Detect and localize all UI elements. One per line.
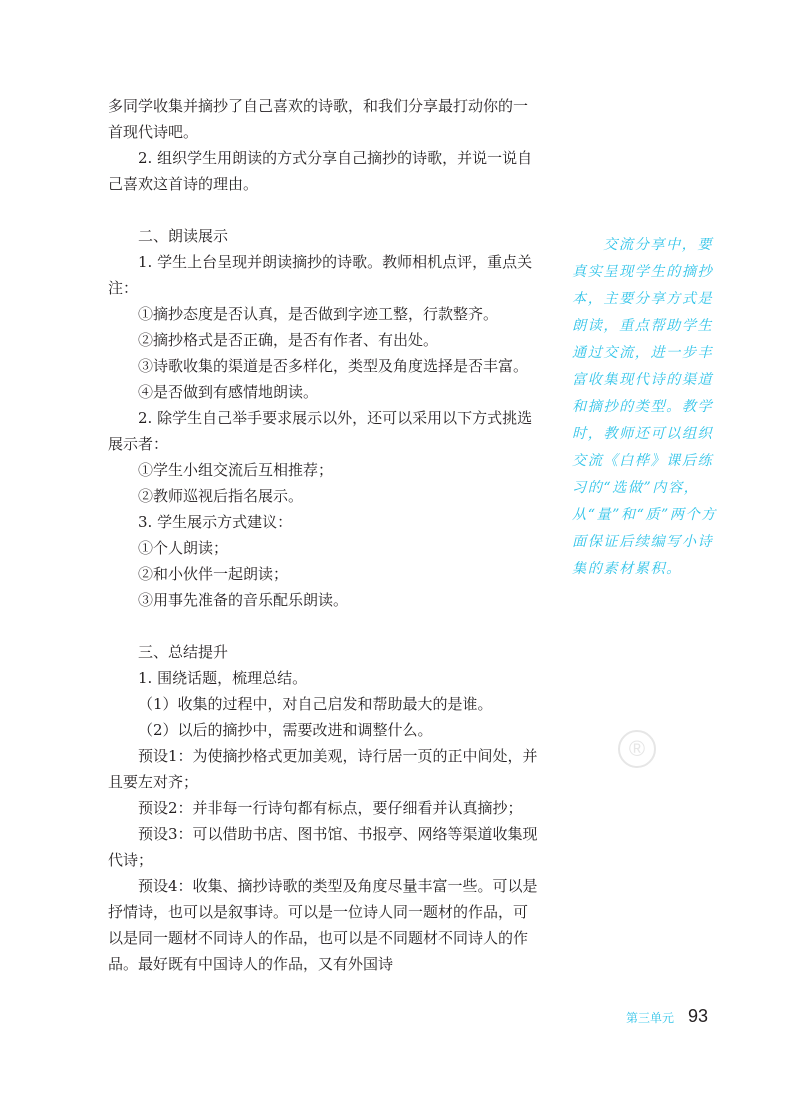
- main-text-column: [108, 93, 538, 977]
- paragraph: ④是否做到有感情地朗读。: [138, 383, 319, 401]
- paragraph: 1. 围绕话题，梳理总结。: [138, 669, 308, 687]
- paragraph: ①个人朗读；: [138, 539, 229, 557]
- paragraph: 1. 学生上台呈现并朗读摘抄的诗歌。教师相机点评，重点关注：: [108, 253, 533, 297]
- margin-note-text: 交流分享中，要真实呈现学生的摘抄本，主要分享方式是朗读，重点帮助学生通过交流，进一步丰富收集现代诗的渠道和摘抄的类型。教学时，教师还可以组织交流《白桦》课后练习的“选做”内容，从“量”和“质”两个方面保证后续编写小诗集的素材累积。: [572, 237, 717, 577]
- paragraph: 三、总结提升: [138, 643, 229, 661]
- paragraph: 多同学收集并摘抄了自己喜欢的诗歌，和我们分享最打动你的一首现代诗吧。: [108, 97, 529, 141]
- paragraph: ②摘抄格式是否正确，是否有作者、有出处。: [138, 331, 439, 349]
- paragraph: 预设1：为使摘抄格式更加美观，诗行居一页的正中间处，并且要左对齐；: [108, 747, 538, 791]
- paragraph: （1）收集的过程中，对自己启发和帮助最大的是谁。: [138, 695, 493, 713]
- registered-trademark-icon: ®: [618, 730, 656, 768]
- page-footer: [626, 1006, 708, 1027]
- margin-note: [572, 232, 720, 583]
- paragraph: ③用事先准备的音乐配乐朗读。: [138, 591, 349, 609]
- unit-label: 第三单元: [626, 1011, 675, 1025]
- section-gap: [108, 613, 538, 639]
- paragraph: 预设2：并非每一行诗句都有标点，要仔细看并认真摘抄；: [138, 799, 523, 817]
- paragraph: ②教师巡视后指名展示。: [138, 487, 304, 505]
- paragraph: （2）以后的摘抄中，需要改进和调整什么。: [138, 721, 433, 739]
- paragraph: 3. 学生展示方式建议：: [138, 513, 293, 531]
- paragraph: ②和小伙伴一起朗读；: [138, 565, 289, 583]
- paragraph: 二、朗读展示: [138, 227, 229, 245]
- paragraph: ③诗歌收集的渠道是否多样化，类型及角度选择是否丰富。: [138, 357, 529, 375]
- paragraph: 预设4：收集、摘抄诗歌的类型及角度尽量丰富一些。可以是抒情诗，也可以是叙事诗。可以是一位诗人同一题材的作品，可以是同一题材不同诗人的作品，也可以是不同题材不同诗人的作品。最好既有中国诗人的作品，又有外国诗: [108, 877, 538, 973]
- section-gap: [108, 197, 538, 223]
- paragraph: ①学生小组交流后互相推荐；: [138, 461, 334, 479]
- paragraph: ①摘抄态度是否认真，是否做到字迹工整，行款整齐。: [138, 305, 499, 323]
- paragraph: 预设3：可以借助书店、图书馆、书报亭、网络等渠道收集现代诗；: [108, 825, 538, 869]
- paragraph: 2. 组织学生用朗读的方式分享自己摘抄的诗歌，并说一说自己喜欢这首诗的理由。: [108, 149, 533, 193]
- paragraph: 2. 除学生自己举手要求展示以外，还可以采用以下方式挑选展示者：: [108, 409, 533, 453]
- page-number: 93: [688, 1006, 709, 1026]
